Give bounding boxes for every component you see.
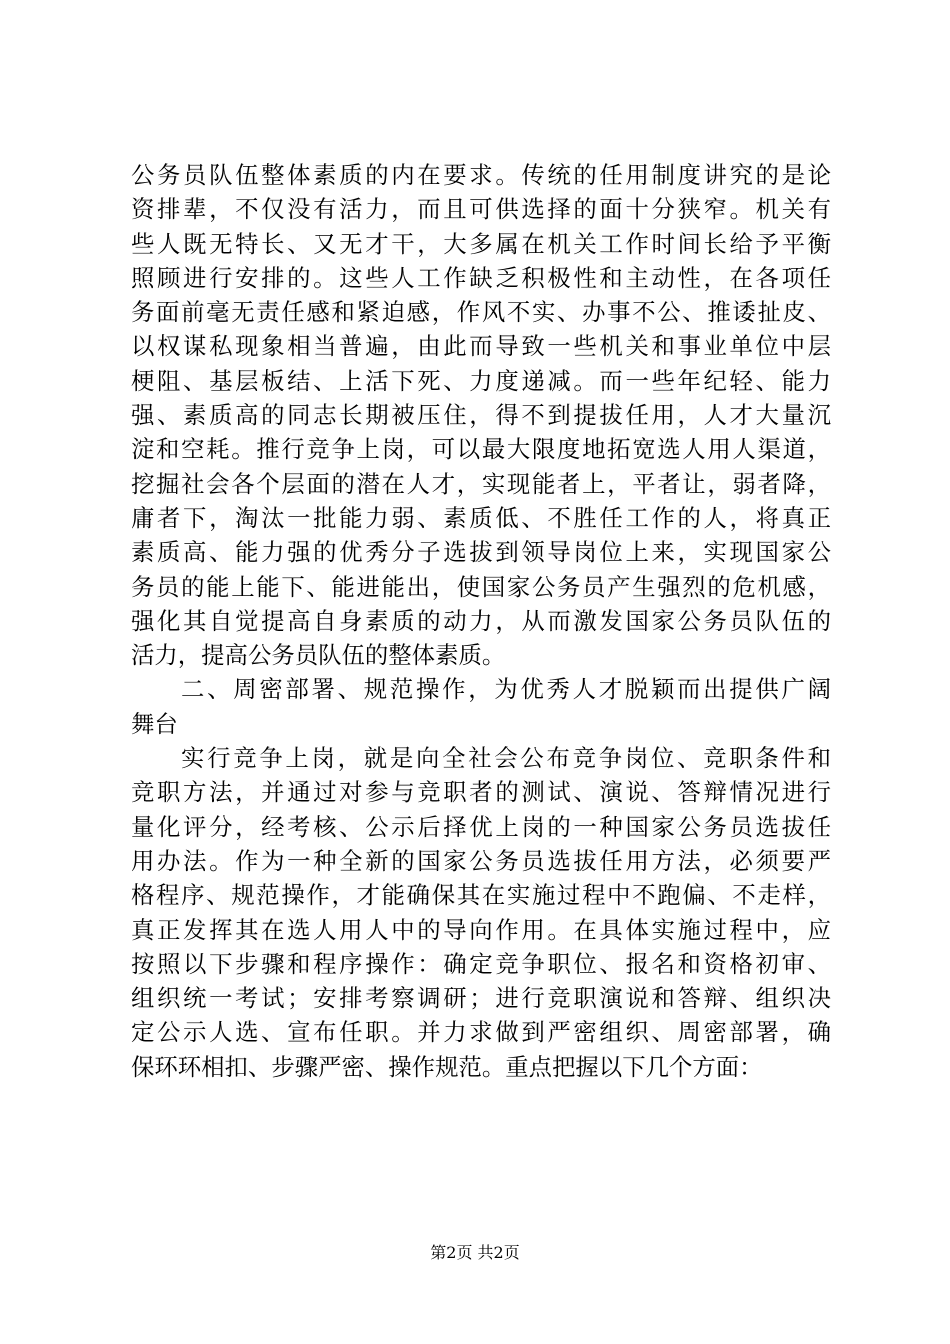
document-body (131, 158, 831, 1084)
text-line: 强、素质高的同志长期被压住，得不到提拔任用，人才大量沉 (131, 401, 831, 430)
text-line: 用办法。作为一种全新的国家公务员选拔任用方法，必须要严 (131, 846, 831, 875)
text-line: 实行竞争上岗，就是向全社会公布竞争岗位、竞职条件和 (181, 744, 831, 773)
text-line: 照顾进行安排的。这些人工作缺乏积极性和主动性，在各项任 (131, 263, 831, 292)
text-line: 按照以下步骤和程序操作：确定竞争职位、报名和资格初审、 (131, 949, 831, 978)
text-line: 公务员队伍整体素质的内在要求。传统的任用制度讲究的是论 (131, 161, 831, 189)
text-line: 资排辈，不仅没有活力，而且可供选择的面十分狭窄。机关有 (131, 195, 831, 224)
text-line: 庸者下，淘汰一批能力弱、素质低、不胜任工作的人，将真正 (131, 503, 831, 532)
text-line: 务员的能上能下、能进能出，使国家公务员产生强烈的危机感， (131, 572, 831, 601)
text-line: 素质高、能力强的优秀分子选拔到领导岗位上来，实现国家公 (131, 538, 831, 567)
section-heading-line: 舞台 (131, 709, 178, 738)
section-heading-line: 二、周密部署、规范操作，为优秀人才脱颖而出提供广阔 (181, 675, 831, 704)
text-line: 些人既无特长、又无才干，大多属在机关工作时间长给予平衡 (131, 229, 831, 258)
text-line: 强化其自觉提高自身素质的动力，从而激发国家公务员队伍的 (131, 606, 831, 635)
text-line: 挖掘社会各个层面的潜在人才，实现能者上，平者让，弱者降， (131, 469, 831, 498)
text-line: 淀和空耗。推行竞争上岗，可以最大限度地拓宽选人用人渠道， (131, 435, 831, 464)
text-line: 保环环相扣、步骤严密、操作规范。重点把握以下几个方面： (131, 1052, 763, 1081)
text-line: 量化评分，经考核、公示后择优上岗的一种国家公务员选拔任 (131, 812, 831, 841)
text-line: 活力，提高公务员队伍的整体素质。 (131, 641, 506, 670)
text-line: 梗阻、基层板结、上活下死、力度递减。而一些年纪轻、能力 (131, 366, 831, 395)
text-line: 格程序、规范操作，才能确保其在实施过程中不跑偏、不走样， (131, 881, 831, 910)
text-line: 定公示人选、宣布任职。并力求做到严密组织、周密部署，确 (131, 1018, 831, 1047)
text-line: 竞职方法，并通过对参与竞职者的测试、演说、答辩情况进行 (131, 778, 831, 807)
text-line: 真正发挥其在选人用人中的导向作用。在具体实施过程中，应 (131, 915, 831, 944)
text-line: 以权谋私现象相当普遍，由此而导致一些机关和事业单位中层 (131, 332, 831, 361)
page-footer: 第2页 共2页 (430, 1243, 520, 1262)
text-line: 组织统一考试；安排考察调研；进行竞职演说和答辩、组织决 (131, 984, 831, 1013)
text-line: 务面前毫无责任感和紧迫感，作风不实、办事不公、推诿扯皮、 (131, 298, 831, 327)
